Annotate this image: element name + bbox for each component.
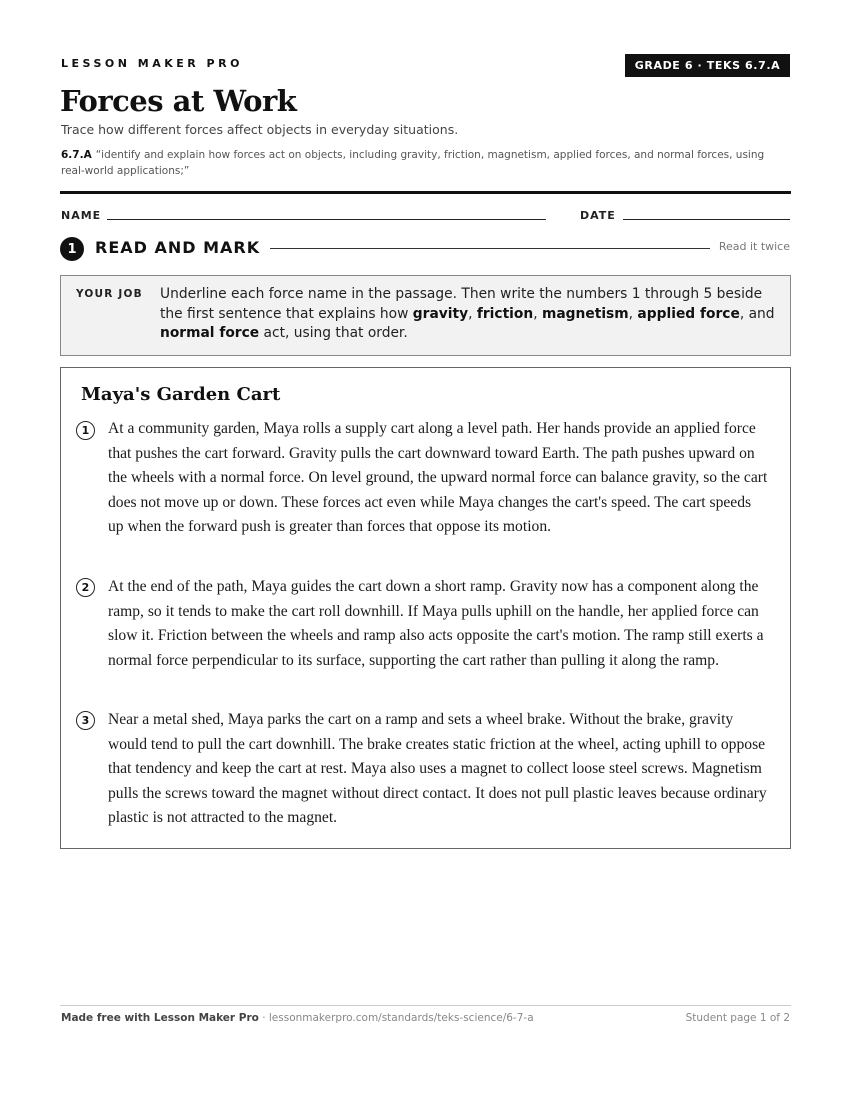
term-separator: , and [739,305,775,322]
standard-text: “identify and explain how forces act on objects, including gravity, friction, magnetism, applied forces, and normal forces, using real-world applications;” [61,149,765,177]
header-divider [60,191,791,194]
page-title: Forces at Work [60,84,297,118]
term-gravity: gravity [412,305,469,322]
term-normal-force: normal force [160,325,260,341]
term-separator: , [468,305,477,322]
name-field[interactable] [107,219,546,220]
instructions-label: YOUR JOB [76,288,143,300]
standard-statement [61,147,791,179]
standard-code: 6.7.A [61,149,92,161]
footer-divider [60,1005,791,1006]
instructions-box [60,275,791,356]
footer-page-number: Student page 1 of 2 [685,1012,790,1024]
term-separator: , [533,305,542,322]
paragraph-number-badge: 2 [76,578,95,597]
paragraph: At a community garden, Maya rolls a supply cart along a level path. Her hands provide an applied force that pushes the cart forward. Gravity pulls the cart downward toward Earth. The path pushes upward on the wheels with a normal force. On level ground, the upward normal force can balance gravity, so the cart does not move up or down. These forces act even while Maya changes the cart's speed. The cart speeds up when the forward push is greater than forces that oppose its motion. [108,420,768,536]
footer-made-with: Made free with Lesson Maker Pro [61,1012,259,1024]
brand-wordmark: LESSON MAKER PRO [61,57,243,70]
passage-box [60,367,791,849]
date-field[interactable] [623,219,790,220]
footer-url: · lessonmakerpro.com/standards/teks-science/6-7-a [258,1012,534,1024]
paragraph-number-badge: 1 [76,421,95,440]
section-hint: Read it twice [718,240,790,253]
page-subtitle: Trace how different forces affect objects in everyday situations. [61,122,459,137]
instructions-outro: act, using that order. [259,325,408,341]
paragraph: At the end of the path, Maya guides the cart down a short ramp. Gravity now has a component along the ramp, so it tends to make the cart roll downhill. If Maya pulls uphill on the handle, her applied force can slow it. Friction between the wheels and ramp also acts opposite the cart's motion. The ramp still exerts a normal force perpendicular to its surface, supporting the cart rather than pulling it along the ramp. [108,578,764,669]
term-separator: , [628,305,638,322]
section-divider [270,248,710,249]
paragraph: Near a metal shed, Maya parks the cart on a ramp and sets a wheel brake. Without the brake, gravity would tend to pull the cart downhill. The brake creates static friction at the wheel, acting uphill to oppose that tendency and keep the cart at rest. Maya also uses a magnet to collect loose steel screws. Magnetism pulls the screws toward the magnet without direct contact. It does not pull plastic leaves because ordinary plastic is not attracted to the magnet. [108,711,767,827]
name-label: NAME [61,209,102,222]
footer-credit [61,1012,534,1024]
term-magnetism: magnetism [541,305,629,322]
section-title: READ AND MARK [95,238,261,257]
instructions-text [160,285,775,344]
passage-title: Maya's Garden Cart [81,384,281,405]
instructions-intro: Underline each force name in the passage. Then write the numbers 1 through 5 beside the first sentence that explains how [160,286,763,322]
date-label: DATE [580,209,616,222]
term-applied-force: applied force [637,305,740,322]
section-number-badge: 1 [60,237,84,261]
term-friction: friction [476,305,534,322]
grade-badge: GRADE 6 · TEKS 6.7.A [625,54,790,77]
paragraph-number-badge: 3 [76,711,95,730]
